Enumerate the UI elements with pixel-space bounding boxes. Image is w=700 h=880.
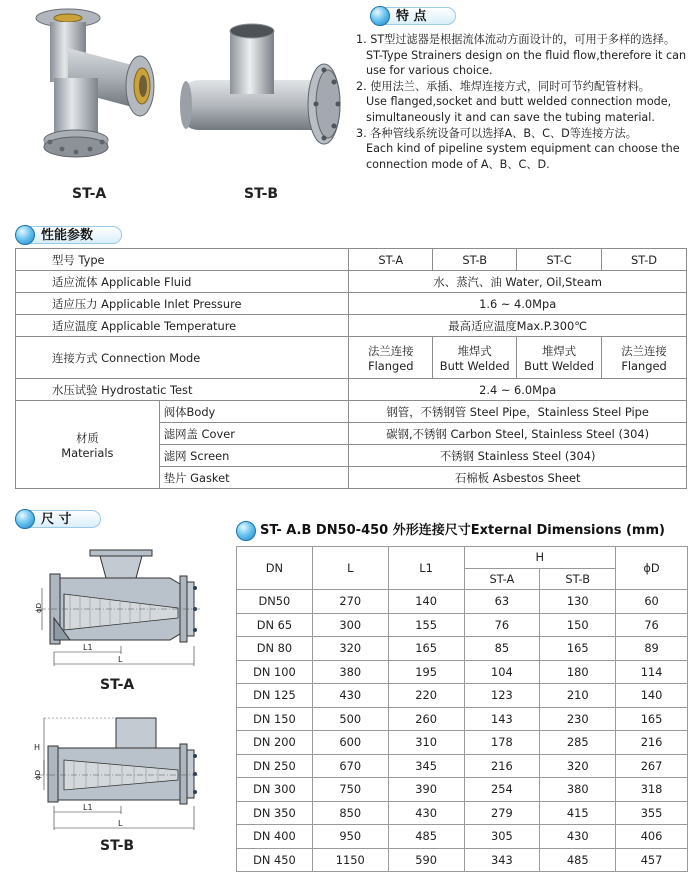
fluid-value: 水、蒸汽、油 Water, Oil,Steam — [349, 271, 687, 293]
col-h-sta: ST-A — [464, 568, 540, 590]
type-cell: ST-B — [433, 249, 517, 271]
table-cell: 130 — [540, 590, 616, 614]
dimension-label-d: ϕD — [34, 769, 42, 780]
table-cell: 267 — [616, 754, 688, 778]
table-cell: 260 — [388, 707, 464, 731]
table-cell: 180 — [540, 660, 616, 684]
table-row — [237, 731, 688, 755]
fluid-label: 适应流体 Applicable Fluid — [16, 271, 349, 293]
table-row — [237, 778, 688, 802]
table-cell: DN 400 — [237, 825, 313, 849]
table-cell: 279 — [464, 801, 540, 825]
type-cell: ST-D — [602, 249, 687, 271]
table-cell: 220 — [388, 684, 464, 708]
table-cell: 89 — [616, 637, 688, 661]
table-cell: 485 — [388, 825, 464, 849]
feature-item: 2. 使用法兰、承插、堆焊连接方式，同时可节约配管材料。 Use flanged,socket and butt welded connection mode, simultaneously it and can save the tubing material. — [356, 79, 672, 124]
connection-mode: 法兰连接 Flanged — [349, 337, 433, 379]
table-row — [16, 271, 687, 293]
table-cell: DN50 — [237, 590, 313, 614]
table-row — [237, 637, 688, 661]
table-header-row — [237, 547, 688, 569]
col-l1: L1 — [388, 547, 464, 590]
heading-bullet-icon — [370, 6, 390, 26]
table-row — [237, 754, 688, 778]
type-cell: ST-A — [349, 249, 433, 271]
st-b-drawing-caption: ST-B — [100, 838, 135, 854]
performance-heading: 性能参数 — [15, 224, 122, 246]
col-dn: DN — [237, 547, 313, 590]
table-cell: 485 — [540, 848, 616, 872]
table-row — [237, 825, 688, 849]
table-cell: 320 — [540, 754, 616, 778]
col-h: H — [464, 547, 616, 569]
table-cell: 254 — [464, 778, 540, 802]
table-row — [237, 707, 688, 731]
table-cell: 345 — [388, 754, 464, 778]
table-cell: 114 — [616, 660, 688, 684]
heading-bullet-icon — [15, 509, 35, 529]
st-b-photo-caption: ST-B — [244, 186, 279, 202]
table-cell: DN 100 — [237, 660, 313, 684]
st-a-drawing — [30, 548, 202, 670]
table-row — [237, 590, 688, 614]
table-cell: DN 250 — [237, 754, 313, 778]
type-cell: ST-C — [517, 249, 602, 271]
table-cell: 320 — [312, 637, 388, 661]
table-cell: 165 — [388, 637, 464, 661]
table-cell: 430 — [388, 801, 464, 825]
table-row — [237, 613, 688, 637]
table-cell: 457 — [616, 848, 688, 872]
material-part: 滤网盖 Cover — [159, 423, 349, 445]
table-cell: 216 — [464, 754, 540, 778]
table-cell: DN 350 — [237, 801, 313, 825]
table-cell: 500 — [312, 707, 388, 731]
table-cell: 600 — [312, 731, 388, 755]
table-cell: 150 — [540, 613, 616, 637]
table-cell: DN 80 — [237, 637, 313, 661]
table-cell: 270 — [312, 590, 388, 614]
table-cell: 123 — [464, 684, 540, 708]
table-cell: 60 — [616, 590, 688, 614]
table-cell: 140 — [616, 684, 688, 708]
heading-bullet-icon — [236, 521, 256, 541]
pressure-value: 1.6 ~ 4.0Mpa — [349, 293, 687, 315]
temperature-value: 最高适应温度Max.P.300℃ — [349, 315, 687, 337]
dimension-label-l1: L1 — [83, 803, 93, 812]
table-cell: DN 125 — [237, 684, 313, 708]
col-h-stb: ST-B — [540, 568, 616, 590]
performance-table — [15, 248, 687, 489]
dimension-label-l: L — [118, 819, 123, 828]
table-cell: 76 — [464, 613, 540, 637]
st-a-photo — [28, 8, 168, 173]
table-cell: 850 — [312, 801, 388, 825]
pressure-label: 适应压力 Applicable Inlet Pressure — [16, 293, 349, 315]
connection-label: 连接方式 Connection Mode — [16, 337, 349, 379]
feature-item: 3. 各种管线系统设备可以选择A、B、C、D等连接方法。 Each kind of pipeline system equipment can choose the connection mode of A、B、C、D. — [356, 126, 680, 171]
col-l: L — [312, 547, 388, 590]
table-cell: 300 — [312, 613, 388, 637]
connection-mode: 法兰连接 Flanged — [602, 337, 687, 379]
table-cell: 1150 — [312, 848, 388, 872]
dimension-label-l: L — [118, 655, 123, 664]
material-part: 垫片 Gasket — [159, 467, 349, 489]
table-cell: DN 300 — [237, 778, 313, 802]
table-cell: 430 — [540, 825, 616, 849]
dimensions-table-title: ST- A.B DN50-450 外形连接尺寸External Dimensions (mm) — [236, 520, 693, 542]
features-list — [356, 32, 691, 172]
material-part: 滤网 Screen — [159, 445, 349, 467]
heading-bullet-icon — [15, 225, 35, 245]
features-heading: 特 点 — [370, 5, 456, 27]
st-a-photo-caption: ST-A — [72, 186, 107, 202]
table-cell: 343 — [464, 848, 540, 872]
st-b-drawing — [30, 716, 202, 834]
table-cell: 63 — [464, 590, 540, 614]
table-cell: 380 — [540, 778, 616, 802]
table-cell: 230 — [540, 707, 616, 731]
table-cell: 415 — [540, 801, 616, 825]
material-value: 不锈钢 Stainless Steel (304) — [349, 445, 687, 467]
dimension-label-d: ϕD — [35, 602, 43, 613]
table-row — [16, 401, 687, 423]
table-row — [16, 337, 687, 379]
table-cell: 430 — [312, 684, 388, 708]
table-cell: 318 — [616, 778, 688, 802]
table-cell: 285 — [540, 731, 616, 755]
table-cell: 140 — [388, 590, 464, 614]
table-row — [16, 315, 687, 337]
dimension-label-h: H — [34, 743, 41, 752]
hydro-label: 水压试验 Hydrostatic Test — [16, 379, 349, 401]
dimensions-heading: 尺 寸 — [15, 508, 101, 530]
table-cell: 750 — [312, 778, 388, 802]
material-part: 阀体Body — [159, 401, 349, 423]
dimension-label-l1: L1 — [83, 643, 93, 652]
table-cell: 216 — [616, 731, 688, 755]
table-cell: 390 — [388, 778, 464, 802]
material-value: 石棉板 Asbestos Sheet — [349, 467, 687, 489]
type-label: 型号 Type — [16, 249, 349, 271]
table-cell: DN 450 — [237, 848, 313, 872]
col-d: ϕD — [616, 547, 688, 590]
table-cell: DN 200 — [237, 731, 313, 755]
material-value: 碳钢,不锈钢 Carbon Steel, Stainless Steel (304) — [349, 423, 687, 445]
table-cell: 210 — [540, 684, 616, 708]
temperature-label: 适应温度 Applicable Temperature — [16, 315, 349, 337]
table-cell: 76 — [616, 613, 688, 637]
table-cell: 670 — [312, 754, 388, 778]
table-row — [16, 293, 687, 315]
table-cell: 155 — [388, 613, 464, 637]
table-cell: 380 — [312, 660, 388, 684]
dimensions-table — [236, 546, 688, 872]
st-b-photo — [178, 22, 348, 162]
hydro-value: 2.4 ~ 6.0Mpa — [349, 379, 687, 401]
table-cell: 143 — [464, 707, 540, 731]
table-cell: 104 — [464, 660, 540, 684]
table-cell: 355 — [616, 801, 688, 825]
table-row — [237, 684, 688, 708]
table-cell: 590 — [388, 848, 464, 872]
table-row — [237, 848, 688, 872]
table-cell: 310 — [388, 731, 464, 755]
table-row — [237, 660, 688, 684]
feature-item: 1. ST型过滤器是根据流体流动方面设计的，可用于多样的选择。 ST-Type Strainers design on the fluid flow,therefore it can use for various choice. — [356, 33, 687, 78]
table-cell: 85 — [464, 637, 540, 661]
table-row — [16, 249, 687, 271]
table-cell: DN 150 — [237, 707, 313, 731]
material-value: 钢管，不锈钢管 Steel Pipe，Stainless Steel Pipe — [349, 401, 687, 423]
table-row — [237, 801, 688, 825]
table-cell: 178 — [464, 731, 540, 755]
table-cell: 165 — [540, 637, 616, 661]
connection-mode: 堆焊式 Butt Welded — [433, 337, 517, 379]
table-cell: 950 — [312, 825, 388, 849]
table-cell: 165 — [616, 707, 688, 731]
table-cell: 406 — [616, 825, 688, 849]
table-row — [16, 379, 687, 401]
table-cell: 195 — [388, 660, 464, 684]
connection-mode: 堆焊式 Butt Welded — [517, 337, 602, 379]
table-cell: DN 65 — [237, 613, 313, 637]
st-a-drawing-caption: ST-A — [100, 677, 135, 693]
materials-label: 材质 Materials — [16, 401, 160, 489]
table-cell: 305 — [464, 825, 540, 849]
